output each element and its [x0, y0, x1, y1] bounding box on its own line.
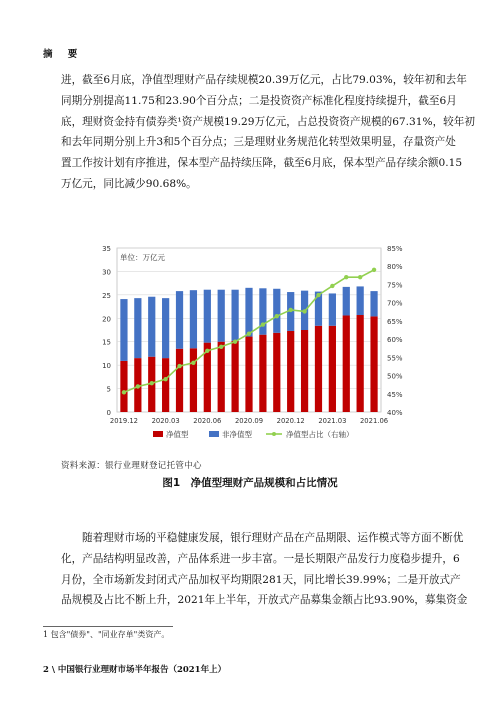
bar-non-net-value	[370, 291, 377, 316]
y-left-tick-label: 0	[106, 409, 111, 417]
y-right-tick-label: 45%	[387, 390, 403, 399]
x-tick-label: 2020.12	[276, 417, 305, 425]
bar-net-value	[176, 349, 183, 412]
y-right-tick-label: 40%	[387, 409, 403, 417]
point-net-value-share	[247, 331, 251, 335]
bar-non-net-value	[148, 297, 155, 357]
figure-1-chart	[61, 236, 441, 451]
point-net-value-share	[150, 381, 154, 385]
legend-swatch-net-value	[153, 431, 163, 437]
point-net-value-share	[344, 275, 348, 279]
legend-swatch-non-net-value	[209, 431, 219, 437]
y-left-tick-label: 30	[102, 268, 111, 277]
y-left-tick-label: 10	[102, 362, 111, 371]
bar-net-value	[357, 315, 364, 412]
y-left-tick-label: 5	[106, 385, 111, 394]
unit-label: 单位：万亿元	[120, 253, 165, 262]
figure-source: 资料来源：银行业理财登记托管中心	[61, 461, 202, 471]
bar-net-value	[329, 326, 336, 412]
bar-non-net-value	[134, 298, 141, 358]
bar-non-net-value	[231, 290, 238, 341]
intro-line: 进，截至6月底，净值型理财产品存续规模20.39万亿元，占比79.03%，较年初和去年	[61, 74, 467, 86]
bar-non-net-value	[329, 293, 336, 325]
bar-net-value	[190, 348, 197, 412]
bar-non-net-value	[120, 299, 127, 361]
bar-net-value	[343, 315, 350, 412]
y-left-tick-label: 25	[102, 291, 111, 300]
body-line: 月份，全市场新发封闭式产品加权平均期限281天，同比增长39.99%；二是开放式产	[61, 573, 461, 586]
page-footer: 2 \ 中国银行业理财市场半年报告（2021年上）	[43, 665, 227, 675]
bar-non-net-value	[273, 289, 280, 333]
body-line: 品规模及占比不断上升，2021年上半年，开放式产品募集金额占比93.90%，募集资金	[61, 594, 468, 607]
bar-non-net-value	[204, 290, 211, 343]
legend-label-non-net-value: 非净值型	[222, 430, 252, 439]
x-tick-label: 2021.03	[318, 417, 347, 425]
x-tick-label: 2021.06	[359, 417, 389, 425]
point-net-value-share	[122, 390, 126, 394]
bar-net-value	[315, 326, 322, 412]
y-right-tick-label: 50%	[387, 372, 403, 381]
body-line: 随着理财市场的平稳健康发展，银行理财产品在产品期限、运作模式等方面不断优	[82, 532, 464, 544]
bar-net-value	[287, 331, 294, 412]
y-right-tick-label: 75%	[387, 281, 403, 290]
y-left-tick-label: 35	[102, 245, 111, 253]
intro-line: 底，理财资金持有债券类¹资产规模19.29万亿元，占总投资资产规模的67.31%，较年初	[61, 115, 475, 128]
figure-caption: 图1 净值型理财产品规模和占比情况	[162, 477, 338, 489]
intro-line: 同期分别提高11.75和23.90个百分点；二是投资资产标准化程度持续提升，截至6月	[61, 94, 457, 107]
legend-label-net-value: 净值型	[166, 430, 189, 439]
point-net-value-share	[275, 314, 279, 318]
bar-net-value	[301, 330, 308, 412]
body-paragraph	[61, 528, 468, 611]
intro-paragraph	[61, 70, 475, 195]
y-left-tick-label: 20	[102, 315, 111, 324]
footnote-divider	[43, 626, 173, 627]
bar-net-value	[162, 358, 169, 412]
bar-non-net-value	[357, 286, 364, 315]
chart-svg	[61, 236, 441, 451]
intro-line: 万亿元，同比减少90.68%。	[61, 177, 197, 190]
x-tick-label: 2020.06	[193, 417, 222, 425]
page-header: 摘 要	[43, 49, 84, 60]
point-net-value-share	[233, 339, 237, 343]
point-net-value-share	[177, 364, 181, 368]
point-net-value-share	[330, 284, 334, 288]
bar-non-net-value	[245, 288, 252, 337]
y-right-tick-label: 60%	[387, 336, 403, 345]
point-net-value-share	[302, 309, 306, 313]
y-right-tick-label: 80%	[387, 263, 403, 272]
point-net-value-share	[358, 275, 362, 279]
point-net-value-share	[372, 268, 376, 272]
intro-line: 置工作按计划有序推进，保本型产品持续压降，截至6月底，保本型产品存续余额0.15	[61, 157, 463, 170]
bar-net-value	[218, 342, 225, 412]
bar-net-value	[259, 335, 266, 412]
y-right-tick-label: 70%	[387, 299, 403, 308]
point-net-value-share	[136, 384, 140, 388]
bar-non-net-value	[259, 288, 266, 334]
intro-line: 和去年同期分别上升3和5个百分点；三是理财业务规范化转型效果明显，存量资产处	[61, 136, 456, 149]
legend-label-share: 净值型占比（右轴）	[286, 430, 354, 439]
body-line: 化，产品结构明显改善，产品体系进一步丰富。一是长期限产品发行力度稳步提升，6	[61, 552, 460, 565]
bar-net-value	[245, 337, 252, 412]
x-tick-label: 2020.09	[234, 417, 264, 425]
bar-non-net-value	[218, 290, 225, 342]
bar-net-value	[273, 333, 280, 412]
legend-swatch-share-point	[272, 432, 276, 436]
y-right-tick-label: 85%	[387, 245, 403, 253]
point-net-value-share	[205, 349, 209, 353]
bar-net-value	[120, 361, 127, 412]
point-net-value-share	[261, 322, 265, 326]
bar-net-value	[231, 341, 238, 412]
footnote: 1 包含"债券"、"同业存单"类资产。	[43, 630, 170, 639]
point-net-value-share	[316, 293, 320, 297]
x-tick-label: 2019.12	[109, 417, 139, 425]
bar-net-value	[370, 316, 377, 412]
bar-non-net-value	[343, 287, 350, 316]
bar-non-net-value	[162, 298, 169, 358]
bar-non-net-value	[190, 290, 197, 348]
y-right-tick-label: 55%	[387, 354, 403, 363]
point-net-value-share	[288, 308, 292, 312]
x-tick-label: 2020.03	[151, 417, 180, 425]
y-right-tick-label: 65%	[387, 317, 403, 326]
bar-non-net-value	[176, 291, 183, 349]
point-net-value-share	[163, 377, 167, 381]
point-net-value-share	[191, 361, 195, 365]
point-net-value-share	[219, 345, 223, 349]
y-left-tick-label: 15	[102, 338, 111, 347]
